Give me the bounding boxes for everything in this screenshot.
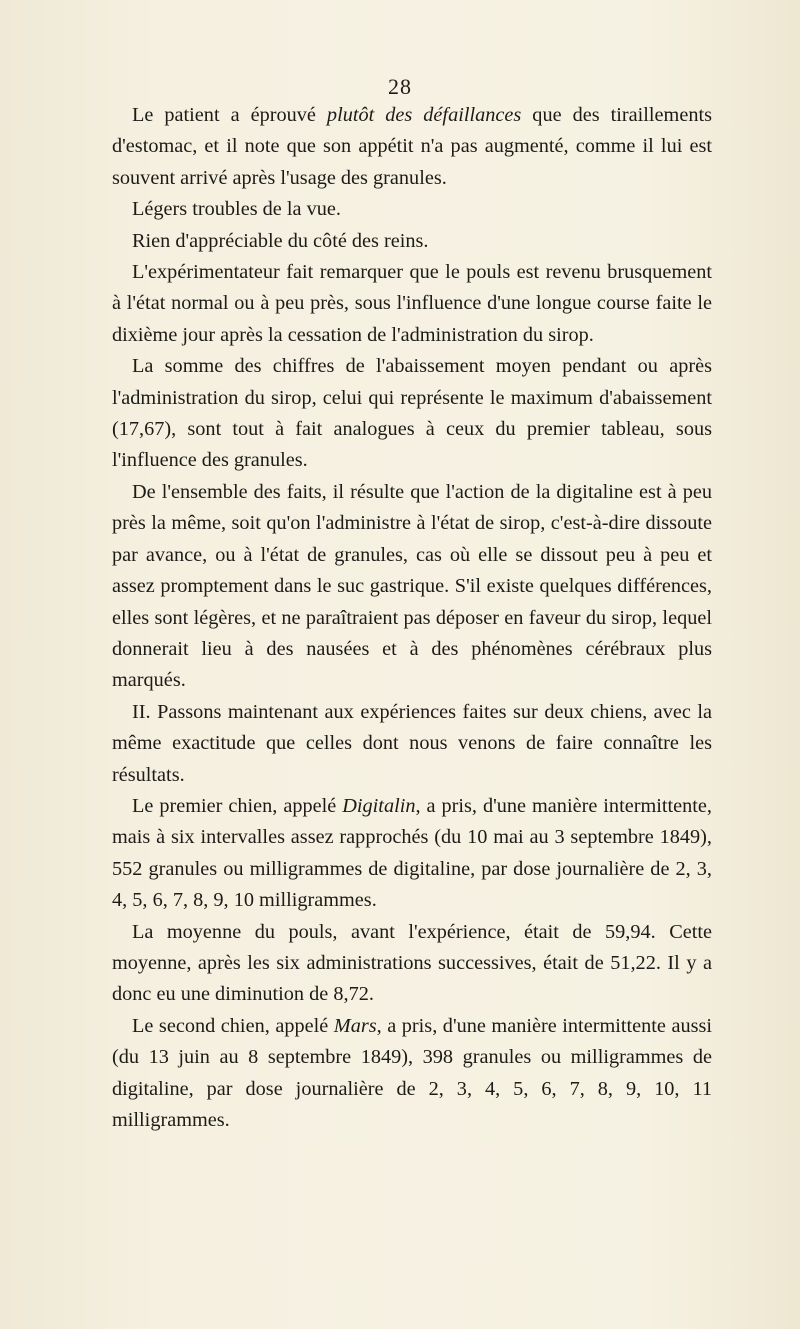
page-number: 28 (388, 74, 412, 99)
emphasis: Digitalin (342, 794, 416, 817)
emphasis: plutôt des défaillances (326, 104, 522, 126)
paragraph: La somme des chiffres de l'abaissement moyen pendant ou après l'administration du sirop, celui qui représente le maximum d'abaissement (17,67), sont tout à fait analogues à ceux du premier tableau, sous l'influence des granules. (112, 355, 712, 472)
paragraph: Le premier chien, appelé Digitalin, a pris, d'une manière intermittente, mais à six intervalles assez rapprochés (du 10 mai au 3 septembre 1849), 552 granules ou milligrammes de digitaline, par dose journalière de 2, 3, 4, 5, 6, 7, 8, 9, 10 milligrammes. (112, 794, 712, 912)
paragraph: De l'ensemble des faits, il résulte que l'action de la digitaline est à peu près la même, soit qu'on l'administre à l'état de sirop, c'est-à-dire dissoute par avance, ou à l'état de granules, cas où elle se dissout peu à peu et assez promptement dans le suc gastrique. S'il existe quelques différences, elles sont légères, et ne paraîtraient pas déposer en faveur du sirop, lequel donnerait lieu à des nausées et à des phénomènes cérébraux plus marqués. (112, 480, 712, 692)
paragraph: Le second chien, appelé Mars, a pris, d'une manière intermittente aussi (du 13 juin au 8 septembre 1849), 398 granules ou milligrammes de digitaline, par dose journalière de 2, 3, 4, 5, 6, 7, 8, 9, 10, 11 milligrammes. (112, 1014, 713, 1131)
paragraph: Rien d'appréciable du côté des reins. (132, 229, 429, 252)
paragraph: L'expérimentateur fait remarquer que le pouls est revenu brusquement à l'état normal ou à peu près, sous l'influence d'une longue course faite le dixième jour après la cessation de l'administration du sirop. (112, 261, 712, 346)
emphasis: Mars (333, 1014, 377, 1037)
body-text (112, 100, 712, 1136)
paragraph: Légers troubles de la vue. (132, 198, 341, 221)
paragraph: Le patient a éprouvé plutôt des défaillances que des tiraillements d'estomac, et il note que son appétit n'a pas augmenté, comme il lui est souvent arrivé après l'usage des granules. (112, 104, 712, 189)
paragraph: II. Passons maintenant aux expériences faites sur deux chiens, avec la même exactitude que celles dont nous venons de faire connaître les résultats. (112, 700, 712, 786)
paragraph: La moyenne du pouls, avant l'expérience, était de 59,94. Cette moyenne, après les six administrations successives, était de 51,22. Il y a donc eu une diminution de 8,72. (112, 920, 712, 1006)
